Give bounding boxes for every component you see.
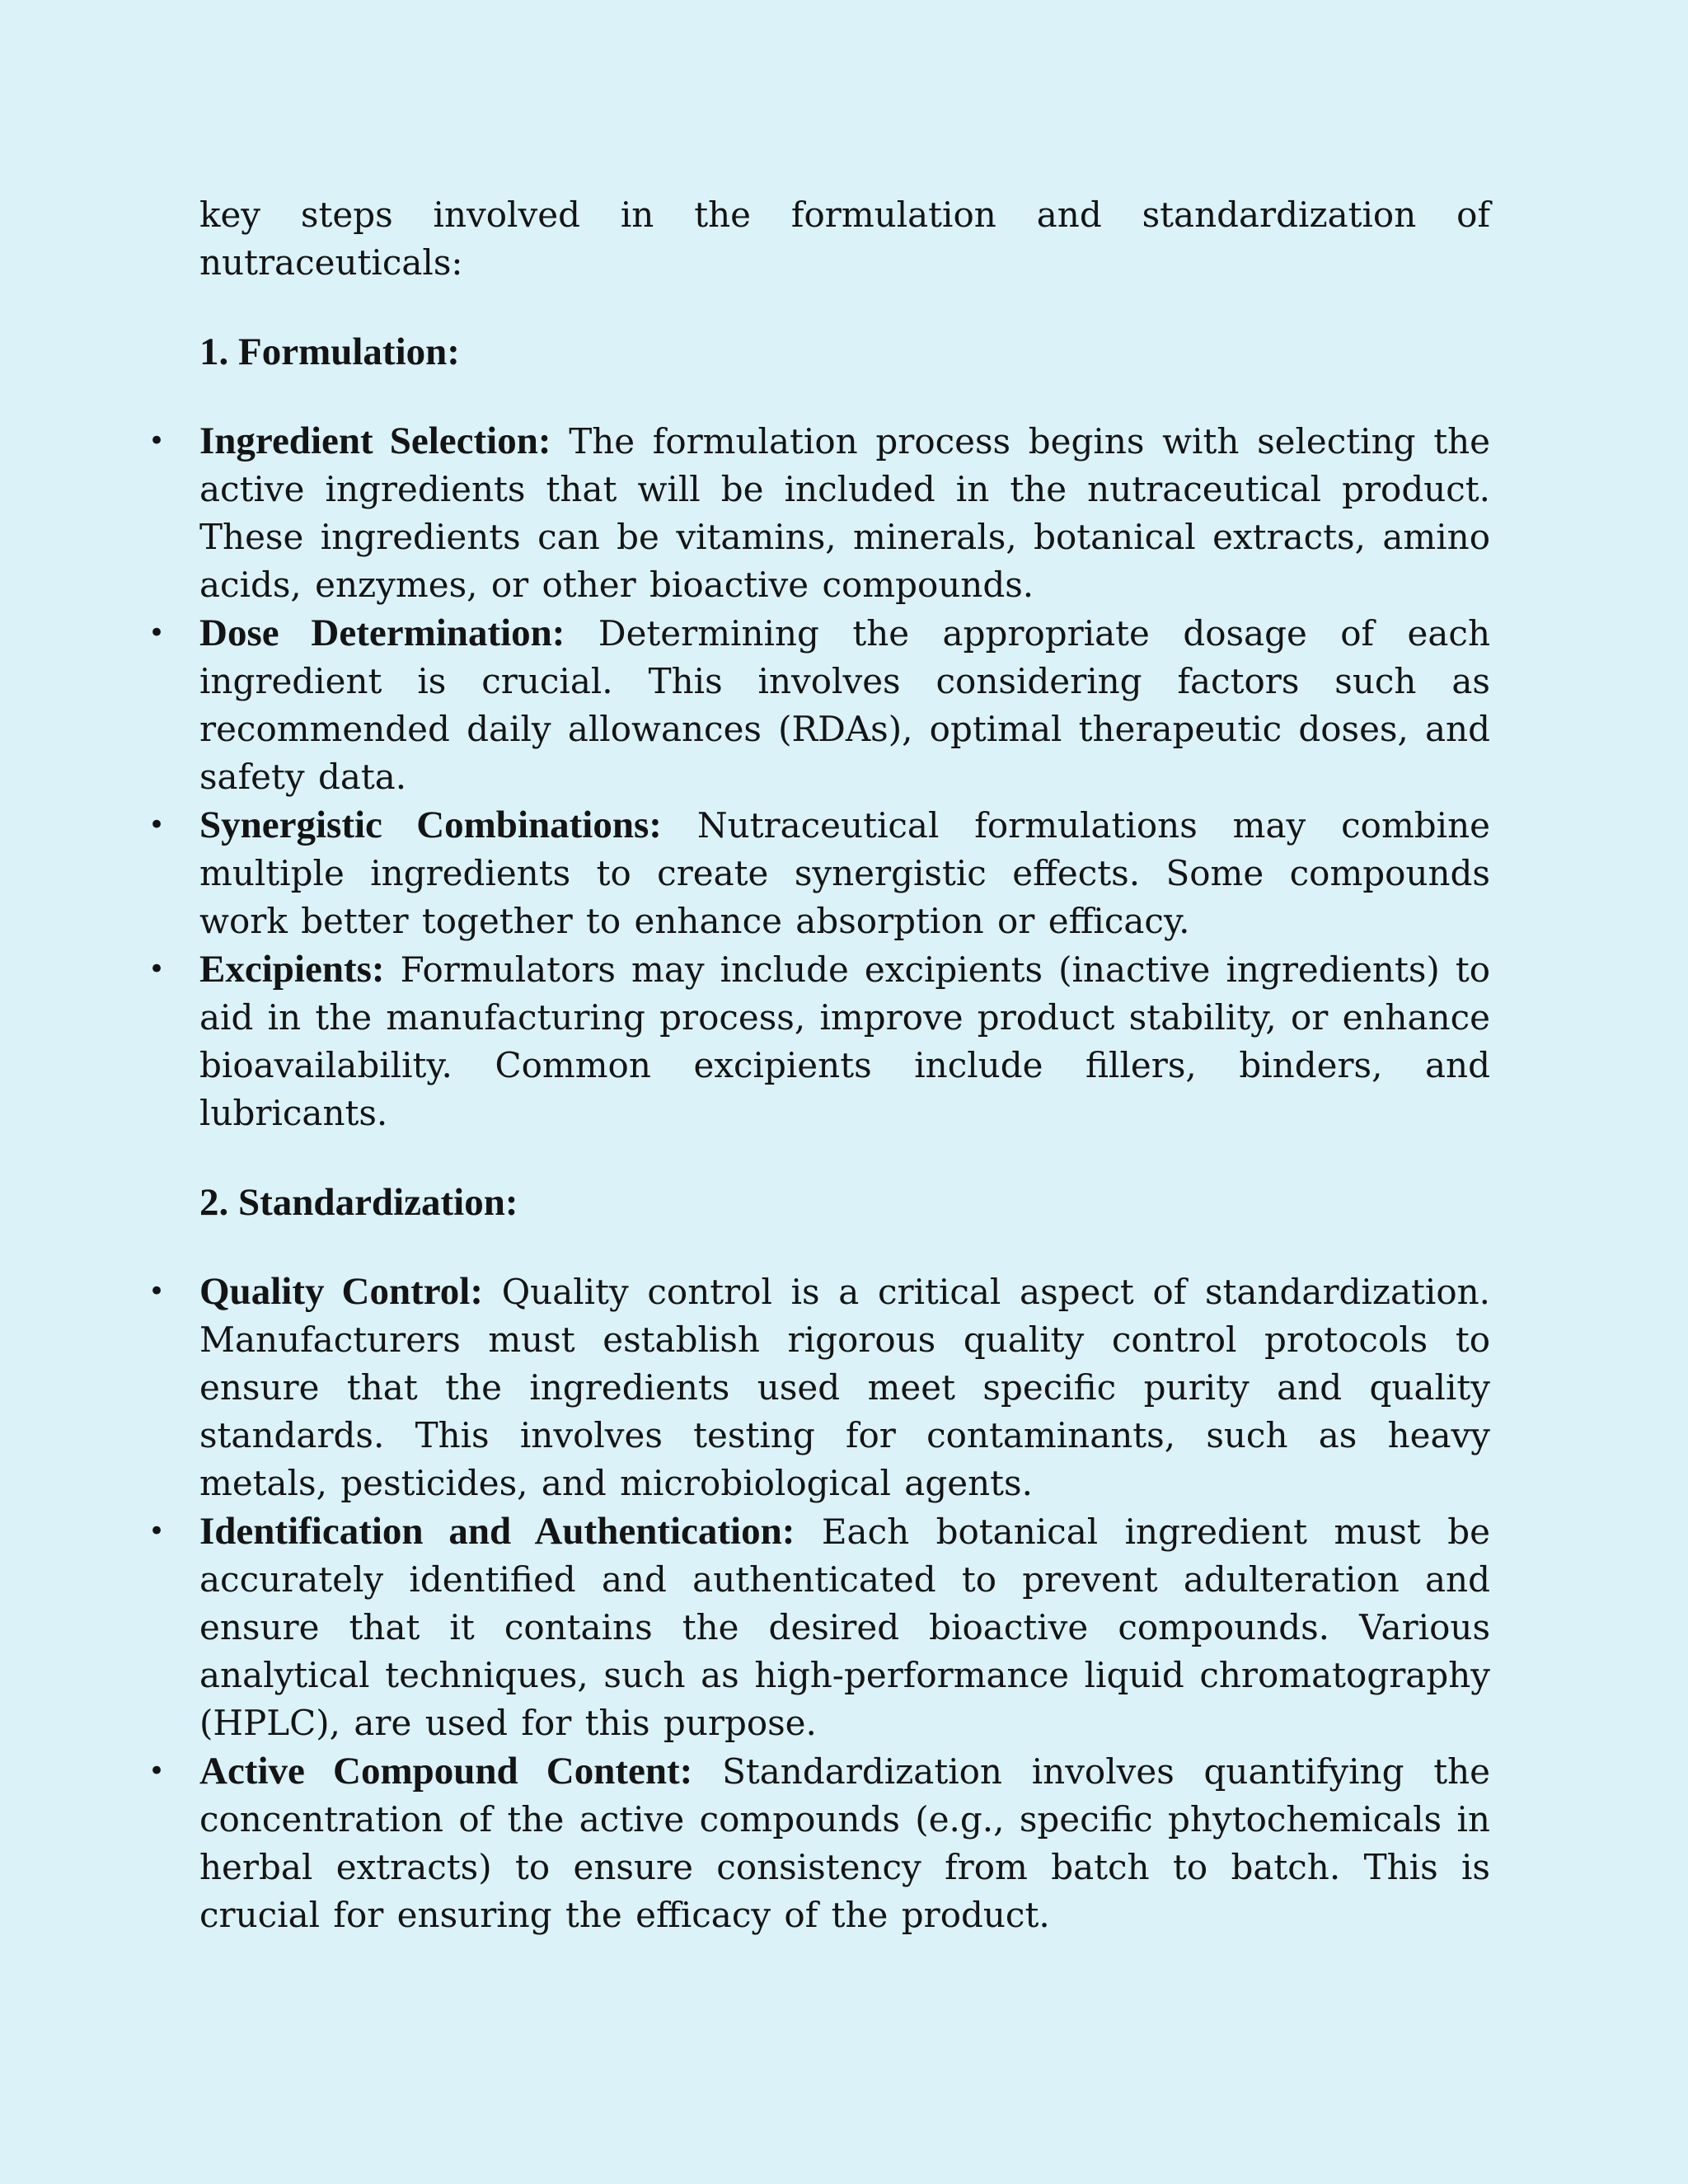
list-item [148,1747,1491,1939]
item-text: Nutraceutical formulations may combine multiple ingredients to create synergistic effects. Some compounds work better together to enhance absorption or efficacy. [199,805,1490,941]
item-text: The formulation process begins with selecting the active ingredients that will be included in the nutraceutical product. These ingredients can be vitamins, minerals, botanical extracts, amino acids, enzymes, or other bioactive compounds. [199,421,1490,605]
list-item [148,801,1490,945]
bullet-icon: • [148,953,166,986]
section-heading-formulation: 1. Formulation: [199,330,460,373]
item-term: Active Compound Content: [199,1750,693,1793]
item-term: Synergistic Combinations: [199,804,662,846]
item-term: Identification and Authentication: [199,1510,795,1553]
item-term: Excipients: [199,948,385,991]
bullet-icon: • [148,424,166,457]
bullet-icon: • [148,616,166,649]
formulation-list [148,417,1490,1137]
intro-paragraph: key steps involved in the formulation and standardization of nutraceuticals: [199,194,1490,283]
standardization-list [148,1268,1491,1939]
list-item [148,945,1490,1137]
item-term: Quality Control: [199,1270,484,1313]
item-text: Formulators may include excipients (inactive ingredients) to aid in the manufacturing process, improve product stability, or enhance bioavailability. Common excipients include fillers, binders, and lubricants. [199,949,1490,1133]
item-term: Dose Determination: [199,612,565,654]
list-item [148,1268,1491,1507]
bullet-icon: • [148,1275,166,1308]
bullet-icon: • [148,1755,166,1788]
list-item [148,417,1490,609]
item-term: Ingredient Selection: [199,419,551,462]
bullet-icon: • [148,808,166,841]
section-heading-standardization: 2. Standardization: [199,1181,518,1224]
document-page [148,191,1491,1939]
list-item [148,609,1490,801]
item-text: Each botanical ingredient must be accurately identified and authenticated to prevent adulteration and ensure that it contains the desired bioactive compounds. Various analytical techniques, such as high-performance liquid chromatography (HPLC), are used for this purpose. [199,1511,1490,1743]
list-item [148,1507,1490,1747]
item-text: Standardization involves quantifying the concentration of the active compounds (e.g., specific phytochemicals in herbal extracts) to ensure consistency from batch to batch. This is crucial for ensuring the efficacy of the product. [199,1751,1491,1935]
item-text: Determining the appropriate dosage of each ingredient is crucial. This involves considering factors such as recommended daily allowances (RDAs), optimal therapeutic doses, and safety data. [199,613,1490,797]
bullet-icon: • [148,1515,166,1548]
item-text: Quality control is a critical aspect of standardization. Manufacturers must establish rigorous quality control protocols to ensure that the ingredients used meet specific purity and quality standards. This involves testing for contaminants, such as heavy metals, pesticides, and microbiological agents. [199,1272,1491,1503]
